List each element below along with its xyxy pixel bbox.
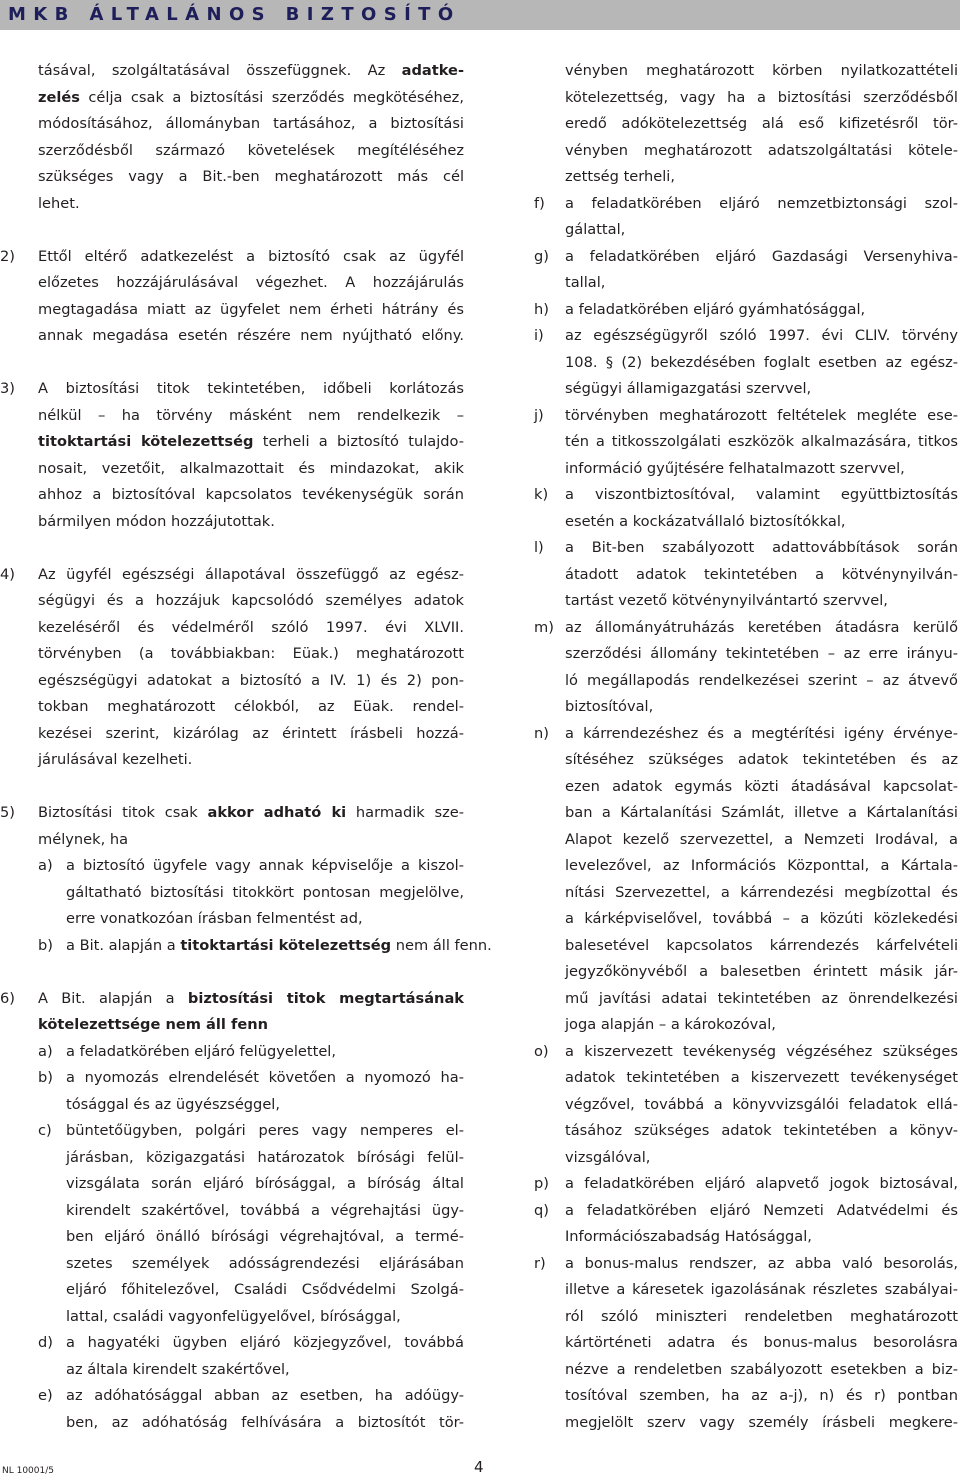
line-text: ségügyi államigazgatási szervvel,: [565, 380, 812, 397]
line-text: 108. § (2) bekezdésében foglalt esetben az egész-: [565, 353, 958, 371]
line-text: járulásával kezelheti.: [38, 751, 193, 768]
text-line: [534, 482, 958, 509]
item-number: f): [534, 194, 545, 212]
text-line: [534, 1171, 958, 1198]
text-line: [38, 323, 464, 350]
paragraph-gap: [38, 774, 464, 801]
line-text: az adóhatósággal abban az esetben, ha adóügy-: [66, 1387, 464, 1404]
text-line: [534, 1330, 958, 1357]
line-text: a hagyatéki ügyben eljáró közjegyzővel, továbbá: [66, 1334, 464, 1351]
text-line: [534, 244, 958, 271]
line-text: a feladatkörében eljáró Nemzeti Adatvédelmi és: [565, 1201, 958, 1219]
item-number: b): [38, 1069, 53, 1086]
text-line: [38, 615, 464, 642]
text-line: [38, 138, 464, 165]
line-text: kártörténeti adatra és bonus-malus besorolásra: [565, 1334, 958, 1351]
text-line: [534, 58, 958, 85]
text-line: [38, 721, 464, 748]
text-line: [38, 853, 464, 880]
item-number: 6): [0, 989, 15, 1007]
text-line: [38, 668, 464, 695]
line-text: Biztosítási titok csak akkor adható ki harmadik sze-: [38, 804, 464, 821]
line-text: egészségügyi adatokat a biztosító a IV. 1) és 2) pon-: [38, 671, 464, 689]
item-number: 3): [0, 380, 15, 397]
item-number: p): [534, 1175, 549, 1192]
line-text: jegyzőkönyvéből a balesetben érintett másik jár-: [565, 963, 958, 980]
text-line: [534, 164, 958, 191]
line-text: ló megállapodás rendelkezései szerint – az átvevő: [565, 671, 958, 689]
line-text: kezeléséről és védelméről szóló 1997. évi XLVII.: [38, 618, 464, 636]
text-line: [534, 85, 958, 112]
text-line: [38, 1410, 464, 1437]
text-line: [38, 747, 464, 774]
line-text: nosait, vezetőit, alkalmazottait és mindazokat, akik: [38, 459, 464, 477]
text-line: [534, 1277, 958, 1304]
text-line: [534, 1012, 958, 1039]
text-line: [38, 880, 464, 907]
text-line: [534, 1092, 958, 1119]
text-line: [38, 641, 464, 668]
text-line: [534, 1065, 958, 1092]
text-line: [534, 1383, 958, 1410]
line-text: eljáró főhitelezővel, Családi Csődvédelmi Szolgá-: [66, 1281, 464, 1298]
text-line: [534, 1224, 958, 1251]
text-line: [38, 58, 464, 85]
item-number: h): [534, 300, 549, 318]
paragraph-gap: [38, 535, 464, 562]
line-text: vényben meghatározott adatszolgáltatási kötele-: [565, 141, 958, 159]
text-line: [38, 1224, 464, 1251]
line-text: a Bit. alapján a titoktartási kötelezettség nem áll fenn.: [66, 936, 492, 954]
line-text: nélkül – ha törvény másként nem rendelkezik –: [38, 406, 464, 424]
item-number: 4): [0, 565, 15, 583]
text-line: [534, 217, 958, 244]
item-number: g): [534, 247, 549, 265]
line-text: a viszontbiztosítóval, valamint együttbiztosítás: [565, 486, 958, 503]
line-text: balesetével kapcsolatos kárrendezés kárfelvételi: [565, 936, 958, 954]
line-text: esetén a kockázatvállaló biztosítókkal,: [565, 512, 846, 530]
line-text: ban a Kártalanítási Számlát, illetve a Kártalanítási: [565, 804, 958, 821]
document-code: NL 10001/5: [2, 1466, 54, 1476]
line-text: tósággal és az ügyészséggel,: [66, 1095, 280, 1113]
item-number: c): [38, 1122, 52, 1139]
text-line: [534, 906, 958, 933]
text-line: [38, 1118, 464, 1145]
text-line: [534, 270, 958, 297]
text-line: [38, 1012, 464, 1039]
item-number: k): [534, 486, 549, 503]
text-line: [534, 721, 958, 748]
item-number: o): [534, 1042, 549, 1060]
text-line: [38, 694, 464, 721]
item-number: q): [534, 1201, 549, 1219]
line-text: erre vonatkozóan írásban felmentést ad,: [66, 910, 363, 927]
text-line: [38, 933, 492, 960]
line-text: eredő adókötelezettség alá eső kifizetésről tör-: [565, 115, 958, 132]
line-text: biztosítóval,: [565, 698, 654, 715]
line-text: Ettől eltérő adatkezelést a biztosító csak az ügyfél: [38, 247, 464, 265]
paragraph-gap: [38, 217, 464, 244]
text-line: [534, 1251, 958, 1278]
item-number: j): [534, 406, 544, 424]
text-line: [38, 270, 464, 297]
text-line: [534, 880, 958, 907]
line-text: joga alapján – a károkozóval,: [565, 1016, 776, 1033]
text-line: [534, 350, 958, 377]
paragraph-gap: [38, 959, 464, 986]
line-text: sítéséhez szükséges adatok tekintetében és az: [565, 751, 958, 768]
line-text: gálattal,: [565, 221, 626, 238]
text-line: [534, 1118, 958, 1145]
line-text: tallal,: [565, 274, 606, 291]
line-text: ezen adatok egymás közti átadásával kapcsolat-: [565, 777, 958, 795]
text-line: [0, 800, 464, 827]
line-text: mű javítási adatai tekintetében az önrendelkezési: [565, 989, 958, 1007]
line-text: kezései szerint, kizárólag az érintett írásbeli hozzá-: [38, 724, 464, 742]
left-column: [0, 58, 492, 1436]
line-text: ben, az adóhatóság felhívására a biztosítót tör-: [66, 1413, 464, 1431]
item-number: a): [38, 1042, 53, 1060]
line-text: módosításához, állományban tartásához, a biztosítási: [38, 115, 464, 132]
line-text: átadott adatok tekintetében a kötvénynyilván-: [565, 565, 958, 583]
line-text: tokban meghatározott célokból, az Eüak. rendel-: [38, 698, 464, 715]
text-line: [534, 191, 958, 218]
line-text: illetve a káresetek igazolásának részletes szabályai-: [565, 1281, 958, 1298]
line-text: adatok tekintetében a kiszervezett tevékenységet: [565, 1069, 958, 1086]
text-line: [38, 906, 464, 933]
text-line: [38, 588, 464, 615]
line-text: szerződésből származó követelések megítéléséhez: [38, 141, 464, 159]
text-line: [534, 509, 958, 536]
line-text: gáltatható biztosítási titokkört pontosan megjelölve,: [66, 883, 464, 901]
text-line: [534, 297, 958, 324]
line-text: nítási Szervezettel, a kárrendezési megbízottal és: [565, 883, 958, 901]
text-line: [38, 297, 464, 324]
line-text: ahhoz a biztosítóval kapcsolatos tevékenységük során: [38, 486, 464, 503]
line-text: tén a titkosszolgálati eszközök alkalmazására, titkos: [565, 433, 958, 450]
line-text: az egészségügyről szóló 1997. évi CLIV. törvény: [565, 327, 958, 344]
line-text: Információszabadság Hatósággal,: [565, 1228, 812, 1245]
item-number: e): [38, 1387, 53, 1404]
text-line: [38, 1065, 464, 1092]
text-line: [38, 85, 464, 112]
line-text: a Bit-ben szabályozott adattovábbítások során: [565, 539, 958, 556]
text-line: [534, 1357, 958, 1384]
line-text: járásban, közigazgatási határozatok bírósági felül-: [66, 1148, 464, 1166]
item-number: 5): [0, 804, 15, 821]
text-line: [534, 429, 958, 456]
text-line: [38, 1171, 464, 1198]
line-text: tosítóval szemben, ha az a-j), n) és r) pontban: [565, 1387, 958, 1404]
text-line: [38, 509, 464, 536]
item-number: l): [534, 539, 544, 556]
line-text: megtagadása miatt az ügyfelet nem érheti hátrány és: [38, 300, 464, 318]
line-text: Az ügyfél egészségi állapotával összefüggő az egész-: [38, 565, 464, 583]
line-text: a nyomozás elrendelését követően a nyomozó ha-: [66, 1069, 464, 1086]
text-line: [534, 641, 958, 668]
text-line: [0, 244, 464, 271]
line-text: ségügyi és a hozzájuk kapcsolódó személyes adatok: [38, 592, 464, 609]
text-line: [38, 1092, 464, 1119]
page-header: [0, 0, 960, 30]
text-line: [534, 376, 958, 403]
line-text: a feladatkörében eljáró nemzetbiztonsági szol-: [565, 194, 958, 212]
text-line: [534, 986, 958, 1013]
text-line: [38, 1198, 464, 1225]
page-number: 4: [474, 1458, 484, 1476]
line-text: tartást vezető kötvénynyilvántartó szervvel,: [565, 592, 888, 609]
line-text: büntetőügyben, polgári peres vagy nemperes el-: [66, 1122, 464, 1139]
text-line: [38, 1330, 464, 1357]
line-text: szerződési állomány tekintetében – az erre irányu-: [565, 645, 958, 662]
text-line: [38, 191, 464, 218]
line-text: a kiszervezett tevékenység végzéséhez szükséges: [565, 1042, 958, 1060]
line-text: ról szóló miniszteri rendeletben meghatározott: [565, 1307, 958, 1325]
text-line: [534, 668, 958, 695]
line-text: törvényben (a továbbiakban: Eüak.) meghatározott: [38, 645, 464, 662]
text-line: [0, 562, 464, 589]
header-title: MKB ÁLTALÁNOS BIZTOSÍTÓ: [8, 4, 461, 25]
line-text: információ gyűjtésére felhatalmazott szervvel,: [565, 459, 905, 477]
text-line: [534, 959, 958, 986]
text-line: [38, 429, 464, 456]
line-text: kötelezettség, vagy ha a biztosítási szerződésből: [565, 88, 958, 106]
text-line: [38, 456, 464, 483]
text-line: [534, 562, 958, 589]
line-text: zelés célja csak a biztosítási szerződés megkötéséhez,: [38, 88, 464, 106]
item-number: m): [534, 618, 554, 636]
text-line: [534, 853, 958, 880]
item-number: n): [534, 724, 549, 742]
text-line: [534, 933, 958, 960]
text-line: [38, 1251, 464, 1278]
text-line: [534, 1198, 958, 1225]
line-text: levelezővel, az Információs Központtal, a Kártala-: [565, 857, 958, 874]
text-line: [38, 482, 464, 509]
paragraph-gap: [38, 350, 464, 377]
line-text: a biztosító ügyfele vagy annak képviselője a kiszol-: [66, 857, 464, 874]
text-line: [534, 588, 958, 615]
line-text: tásával, szolgáltatásával összefüggnek. Az adatke-: [38, 62, 464, 79]
line-text: szetes személyek adósságrendezési eljárásában: [66, 1254, 464, 1272]
line-text: tásához szükséges adatok tekintetében a könyv-: [565, 1122, 958, 1139]
text-line: [534, 138, 958, 165]
item-number: i): [534, 327, 544, 344]
text-line: [534, 323, 958, 350]
item-number: a): [38, 857, 53, 874]
line-text: annak megadása esetén részére nem nyújtható előny.: [38, 327, 464, 344]
text-line: [534, 535, 958, 562]
text-line: [0, 986, 464, 1013]
line-text: a kárrendezéshez és a megtérítési igény érvénye-: [565, 724, 958, 742]
text-line: [534, 1039, 958, 1066]
line-text: vizsgálóval,: [565, 1148, 651, 1166]
line-text: az állományátruházás keretében átadásra kerülő: [565, 618, 958, 636]
line-text: az általa kirendelt szakértővel,: [66, 1360, 290, 1378]
line-text: kötelezettsége nem áll fenn: [38, 1016, 269, 1033]
line-text: a bonus-malus rendszer, az abba való besorolás,: [565, 1254, 958, 1272]
line-text: nézve a rendeletben szabályozott esetekben a biz-: [565, 1360, 958, 1378]
line-text: a feladatkörében eljáró gyámhatósággal,: [565, 300, 866, 318]
text-line: [534, 1304, 958, 1331]
text-line: [38, 1145, 464, 1172]
text-line: [38, 111, 464, 138]
item-number: d): [38, 1334, 53, 1351]
text-line: [534, 774, 958, 801]
line-text: szükséges vagy a Bit.-ben meghatározott más cél: [38, 168, 464, 185]
line-text: megjelölt szerv vagy személy írásbeli megkere-: [565, 1413, 958, 1431]
text-line: [38, 1277, 464, 1304]
text-line: [38, 164, 464, 191]
line-text: végzővel, továbbá a könyvvizsgálói feladatok ellá-: [565, 1095, 958, 1113]
text-line: [38, 1304, 464, 1331]
line-text: előzetes hozzájárulásával végezhet. A hozzájárulás: [38, 274, 464, 291]
text-line: [534, 1410, 958, 1437]
text-line: [534, 1145, 958, 1172]
line-text: titoktartási kötelezettség terheli a biztosító tulajdo-: [38, 433, 464, 450]
line-text: lattal, családi vagyonfelügyelővel, bírósággal,: [66, 1307, 401, 1325]
text-line: [534, 800, 958, 827]
line-text: Alapot kezelő szervezettel, a Nemzeti Irodával, a: [565, 830, 958, 848]
line-text: mélynek, ha: [38, 830, 129, 848]
text-line: [38, 827, 464, 854]
line-text: kirendelt szakértővel, továbbá a végrehajtási ügy-: [66, 1201, 464, 1219]
line-text: a kárképviselővel, továbbá – a közúti közlekedési: [565, 910, 958, 927]
item-number: r): [534, 1254, 546, 1272]
text-line: [534, 747, 958, 774]
right-column: [534, 58, 958, 1436]
text-line: [534, 456, 958, 483]
text-line: [534, 403, 958, 430]
text-line: [0, 376, 464, 403]
text-line: [38, 1039, 464, 1066]
line-text: A Bit. alapján a biztosítási titok megtartásának: [38, 989, 464, 1007]
text-line: [38, 403, 464, 430]
line-text: törvényben meghatározott feltételek megléte ese-: [565, 406, 958, 424]
line-text: a feladatkörében eljáró Gazdasági Versenyhiva-: [565, 247, 958, 265]
text-line: [534, 827, 958, 854]
line-text: vizsgálata során eljáró bírósággal, a bíróság által: [66, 1175, 464, 1192]
line-text: a feladatkörében eljáró felügyelettel,: [66, 1042, 336, 1060]
text-line: [534, 694, 958, 721]
text-line: [534, 615, 958, 642]
item-number: b): [38, 936, 53, 954]
line-text: bármilyen módon hozzájutottak.: [38, 512, 275, 530]
line-text: a feladatkörében eljáró alapvető jogok biztosával,: [565, 1175, 958, 1192]
line-text: ben eljáró önálló bírósági végrehajtóval, a termé-: [66, 1228, 464, 1245]
line-text: lehet.: [38, 194, 80, 212]
line-text: A biztosítási titok tekintetében, időbeli korlátozás: [38, 380, 464, 397]
item-number: 2): [0, 247, 15, 265]
text-line: [38, 1357, 464, 1384]
text-line: [38, 1383, 464, 1410]
text-line: [534, 111, 958, 138]
line-text: vényben meghatározott körben nyilatkozattételi: [565, 62, 958, 79]
line-text: zettség terheli,: [565, 168, 675, 185]
